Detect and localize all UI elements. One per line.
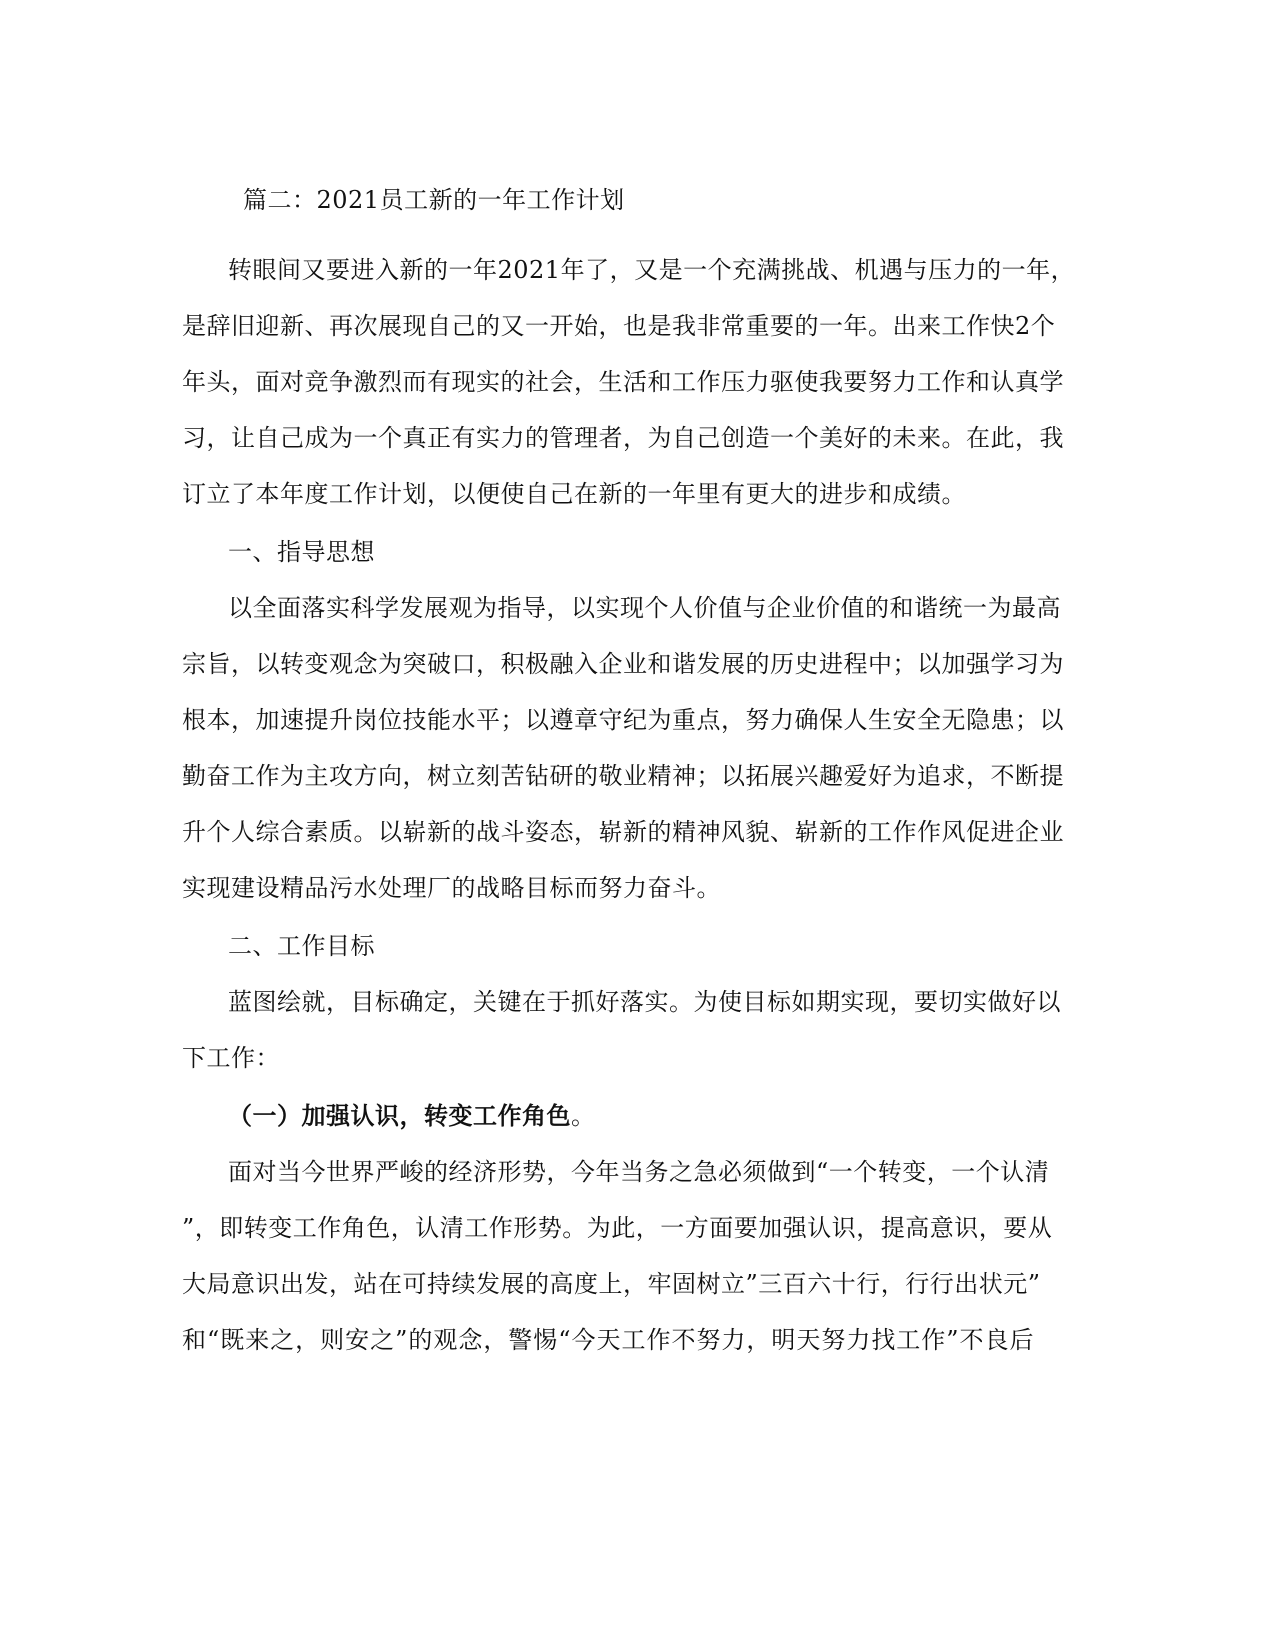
section1-line-5: 升个人综合素质。以崭新的战斗姿态，崭新的精神风貌、崭新的工作作风促进企业 (182, 818, 1064, 846)
subheading-role-change-text: （一）加强认识，转变工作角色 (228, 1101, 571, 1130)
section1-line-1: 以全面落实科学发展观为指导，以实现个人价值与企业价值的和谐统一为最高 (228, 594, 1061, 622)
section3-line-4: 和“既来之，则安之”的观念，警惕“今天工作不努力，明天努力找工作”不良后 (182, 1326, 1034, 1354)
section1-line-3: 根本，加速提升岗位技能水平；以遵章守纪为重点，努力确保人生安全无隐患；以 (182, 706, 1064, 734)
section3-line-2: ”，即转变工作角色，认清工作形势。为此，一方面要加强认识，提高意识，要从 (182, 1214, 1053, 1242)
intro-line-4: 习，让自己成为一个真正有实力的管理者，为自己创造一个美好的未来。在此，我 (182, 424, 1064, 452)
section2-line-2: 下工作： (182, 1044, 280, 1072)
intro-line-3: 年头，面对竞争激烈而有现实的社会，生活和工作压力驱使我要努力工作和认真学 (182, 368, 1064, 396)
section1-line-2: 宗旨，以转变观念为突破口，积极融入企业和谐发展的历史进程中；以加强学习为 (182, 650, 1064, 678)
intro-line-2: 是辞旧迎新、再次展现自己的又一开始，也是我非常重要的一年。出来工作快2个 (182, 312, 1056, 340)
subheading-role-change-period: 。 (571, 1102, 596, 1130)
intro-line-5: 订立了本年度工作计划，以便使自己在新的一年里有更大的进步和成绩。 (182, 480, 966, 508)
section3-line-1: 面对当今世界严峻的经济形势，今年当务之急必须做到“一个转变，一个认清 (228, 1158, 1050, 1186)
heading-guiding-ideology: 一、指导思想 (228, 538, 375, 566)
section1-line-6: 实现建设精品污水处理厂的战略目标而努力奋斗。 (182, 874, 721, 902)
section1-line-4: 勤奋工作为主攻方向，树立刻苦钻研的敬业精神；以拓展兴趣爱好为追求，不断提 (182, 762, 1064, 790)
subheading-role-change (228, 1100, 596, 1132)
section2-line-1: 蓝图绘就，目标确定，关键在于抓好落实。为使目标如期实现，要切实做好以 (228, 988, 1061, 1016)
heading-work-goals: 二、工作目标 (228, 932, 375, 960)
intro-line-1: 转眼间又要进入新的一年2021年了，又是一个充满挑战、机遇与压力的一年， (228, 256, 1076, 284)
document-title: 篇二：2021员工新的一年工作计划 (243, 186, 625, 214)
section3-line-3: 大局意识出发，站在可持续发展的高度上，牢固树立”三百六十行，行行出状元” (182, 1270, 1041, 1298)
